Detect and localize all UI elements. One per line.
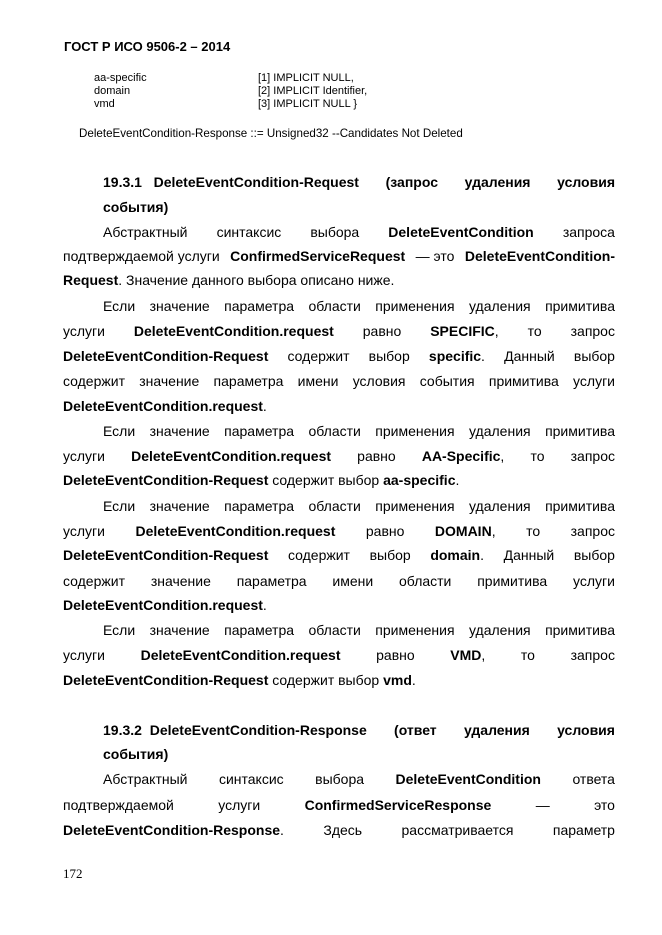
paragraph-line <box>63 670 615 690</box>
word: выбора <box>315 771 365 787</box>
term: vmd <box>383 672 412 688</box>
code-field-value: [3] IMPLICIT NULL } <box>258 98 358 110</box>
word: синтаксис <box>216 224 282 240</box>
paragraph-line <box>63 521 615 541</box>
term: domain <box>430 547 481 563</box>
word: равно <box>376 647 415 663</box>
page-number: 172 <box>63 866 83 881</box>
code-field-name: vmd <box>94 98 115 110</box>
term: DeleteEventCondition.request <box>131 448 332 464</box>
section-heading-19-3-2 <box>103 720 615 740</box>
word: запрос <box>570 523 615 539</box>
word: это <box>594 797 615 813</box>
word: выбор <box>573 547 615 563</box>
word: — это <box>415 248 455 264</box>
paragraph-line <box>63 645 615 665</box>
paragraph-line <box>63 795 615 815</box>
paragraph-line: Если значение параметра области применения удаления примитива <box>103 622 615 638</box>
paragraph-line <box>63 820 615 840</box>
word: услуги <box>63 523 105 539</box>
paragraph-line <box>63 396 615 416</box>
text: , <box>500 448 505 464</box>
heading-word: условия <box>557 174 615 190</box>
term: DeleteEventCondition <box>395 771 541 787</box>
paragraph-line: содержит значение параметра имени условия события примитива услуги <box>63 373 615 389</box>
word: ответа <box>572 771 615 787</box>
term: DeleteEventCondition.request <box>63 597 263 613</box>
word: равно <box>357 448 396 464</box>
section-heading-cont <box>103 197 615 217</box>
text: . <box>280 822 284 838</box>
word: примитива <box>477 573 548 589</box>
word: запрос <box>570 647 615 663</box>
heading-word: (ответ <box>394 722 437 738</box>
word: Данный <box>504 348 555 364</box>
word: выбор <box>368 348 410 364</box>
term: DeleteEventCondition-Request <box>63 547 269 563</box>
word: параметра <box>236 573 307 589</box>
section-number: 19.3.1 <box>103 174 142 190</box>
code-field-value: [1] IMPLICIT NULL, <box>258 72 354 84</box>
term: DeleteEventCondition <box>388 224 534 240</box>
word: — <box>535 797 550 813</box>
term: DeleteEventCondition-Request <box>63 472 269 488</box>
code-field-name: aa-specific <box>94 72 147 84</box>
word: услуги <box>63 448 105 464</box>
term: aa-specific <box>383 472 456 488</box>
text: , <box>494 323 499 339</box>
heading-word: условия <box>557 722 615 738</box>
term: DeleteEventCondition-Request <box>63 672 269 688</box>
term: DeleteEventCondition.request <box>63 398 263 414</box>
paragraph-line <box>63 571 615 591</box>
term: DeleteEventCondition.request <box>135 523 336 539</box>
word: Абстрактный <box>103 224 188 240</box>
word: содержит <box>287 547 350 563</box>
paragraph-line: Если значение параметра области применения удаления примитива <box>103 298 615 314</box>
text: . <box>262 398 267 414</box>
term: specific <box>428 348 482 364</box>
word: запрос <box>570 448 615 464</box>
word: равно <box>365 523 405 539</box>
heading-word: события) <box>103 746 169 762</box>
text: . <box>411 672 416 688</box>
text: . Значение данного выбора описано ниже. <box>118 272 395 288</box>
heading-word: удаления <box>463 722 530 738</box>
term: DeleteEventCondition- <box>464 248 615 264</box>
word: услуги <box>63 323 105 339</box>
word: то <box>527 323 542 339</box>
word: запрос <box>570 323 615 339</box>
word: то <box>530 448 545 464</box>
response-definition: DeleteEventCondition-Response ::= Unsigned32 --Candidates Not Deleted <box>79 127 463 140</box>
word: Абстрактный <box>103 771 188 787</box>
paragraph-line <box>103 769 615 789</box>
term: DeleteEventCondition.request <box>140 647 341 663</box>
text: , <box>481 647 486 663</box>
word: то <box>520 647 535 663</box>
text: . <box>481 348 485 364</box>
paragraph-line <box>63 270 615 290</box>
term: DeleteEventCondition.request <box>133 323 334 339</box>
word: имени <box>332 573 374 589</box>
term: ConfirmedServiceRequest <box>230 248 406 264</box>
paragraph-line: Если значение параметра области применения удаления примитива <box>103 498 615 514</box>
word: услуги <box>218 797 261 813</box>
section-heading-19-3-1 <box>103 172 615 192</box>
word: равно <box>362 323 402 339</box>
word: выбор <box>369 547 411 563</box>
text: содержит выбор <box>272 472 380 488</box>
text: . <box>262 597 267 613</box>
text: содержит выбор <box>272 672 380 688</box>
heading-word: (запрос <box>385 174 438 190</box>
text: , <box>491 523 496 539</box>
word: выбор <box>573 348 615 364</box>
word: содержит <box>287 348 350 364</box>
section-number: 19.3.2 <box>103 722 142 738</box>
word: значение <box>150 573 211 589</box>
word: подтверждаемой услуги <box>63 248 220 264</box>
word: выбора <box>310 224 360 240</box>
word: Здесь <box>323 822 363 838</box>
heading-word: события) <box>103 199 169 215</box>
asn1-code-block <box>94 72 494 112</box>
word: области <box>399 573 452 589</box>
paragraph-line: Если значение параметра области применения удаления примитива <box>103 423 615 439</box>
paragraph-line <box>63 321 615 341</box>
section-title-term: DeleteEventCondition-Response <box>149 722 367 738</box>
paragraph-line <box>63 346 615 366</box>
term: SPECIFIC <box>430 323 495 339</box>
word: то <box>526 523 541 539</box>
document-header: ГОСТ Р ИСО 9506-2 – 2014 <box>64 39 231 54</box>
word: Данный <box>503 547 555 563</box>
text: . <box>480 547 484 563</box>
paragraph-line <box>63 470 615 490</box>
heading-word: удаления <box>464 174 531 190</box>
paragraph-line <box>63 446 615 466</box>
term: Request <box>63 272 119 288</box>
text: . <box>455 472 460 488</box>
word: рассматривается <box>401 822 514 838</box>
term: AA-Specific <box>421 448 501 464</box>
word: содержит <box>63 573 125 589</box>
term: DeleteEventCondition-Request <box>63 348 269 364</box>
paragraph-line <box>103 222 615 242</box>
term: ConfirmedServiceResponse <box>304 797 492 813</box>
word: подтверждаемой <box>63 797 174 813</box>
term: DOMAIN <box>434 523 492 539</box>
paragraph-line <box>63 595 615 615</box>
word: услуги <box>572 573 615 589</box>
term: DeleteEventCondition-Response <box>63 822 281 838</box>
section-heading-cont <box>103 744 615 764</box>
paragraph-line <box>63 246 615 266</box>
word: параметр <box>552 822 615 838</box>
section-title-term: DeleteEventCondition-Request <box>153 174 359 190</box>
code-field-name: domain <box>94 85 131 97</box>
word: синтаксис <box>218 771 284 787</box>
term: VMD <box>450 647 482 663</box>
word: услуги <box>63 647 105 663</box>
code-field-value: [2] IMPLICIT Identifier, <box>258 85 368 97</box>
word: запроса <box>562 224 615 240</box>
paragraph-line <box>63 545 615 565</box>
